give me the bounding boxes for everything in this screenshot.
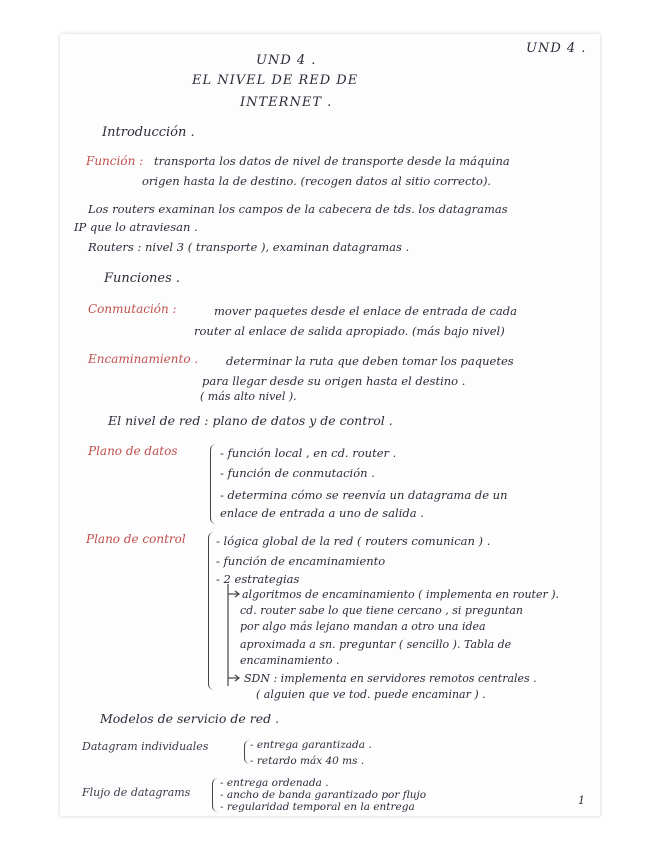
conmutacion-label: Conmutación :: [88, 302, 177, 316]
datagram-label: Datagram individuales: [82, 740, 209, 753]
funciones-heading: Funciones .: [104, 271, 181, 286]
conmutacion-line2: router al enlace de salida apropiado. (más bajo nivel): [194, 324, 505, 338]
encaminamiento-label: Encaminamiento .: [88, 352, 199, 366]
flujo-label: Flujo de datagrams: [82, 786, 191, 799]
plano-datos-brace: [210, 444, 216, 524]
flujo-brace: [212, 778, 218, 812]
funcion-label: Función :: [86, 154, 144, 168]
plano-datos-item1: - función local , en cd. router .: [220, 446, 397, 460]
datagram-item2: - retardo máx 40 ms .: [250, 755, 365, 767]
flujo-item3: - regularidad temporal en la entrega: [220, 801, 415, 813]
algoritmos-line2: cd. router sabe lo que tiene cercano , si preguntan: [240, 604, 523, 617]
encaminamiento-line3: ( más alto nivel ).: [200, 390, 297, 403]
plano-control-label: Plano de control: [86, 532, 186, 546]
algoritmos-line3: por algo más lejano mandan a otro una idea: [240, 620, 486, 633]
page-title-line1: EL NIVEL DE RED DE: [192, 73, 359, 88]
datagram-item1: - entrega garantizada .: [250, 739, 372, 751]
flujo-item1: - entrega ordenada .: [220, 777, 329, 789]
notebook-page: [60, 34, 600, 816]
encaminamiento-line2: para llegar desde su origen hasta el destino .: [202, 374, 466, 388]
encaminamiento-line1: determinar la ruta que deben tomar los paquetes: [226, 354, 514, 368]
routers-line2: IP que lo atraviesan .: [74, 220, 198, 234]
funcion-line1: transporta los datos de nivel de transporte desde la máquina: [154, 154, 510, 168]
plano-control-brace: [208, 532, 214, 690]
sdn-line2: ( alguien que ve tod. puede encaminar ) .: [256, 688, 486, 701]
unit-label-top-right: UND 4 .: [526, 41, 587, 56]
conmutacion-line1: mover paquetes desde el enlace de entrada de cada: [214, 304, 517, 318]
nivel-red-heading: El nivel de red : plano de datos y de control .: [108, 413, 393, 428]
plano-control-item3: - 2 estrategias: [216, 572, 300, 586]
intro-heading: Introducción .: [102, 125, 195, 140]
routers-nivel: Routers : nivel 3 ( transporte ), examinan datagramas .: [88, 240, 410, 254]
plano-control-item1: - lógica global de la red ( routers comunican ) .: [216, 534, 491, 548]
plano-datos-item3: - determina cómo se reenvía un datagrama de un: [220, 488, 508, 502]
plano-datos-item2: - función de conmutación .: [220, 466, 375, 480]
modelos-heading: Modelos de servicio de red .: [100, 711, 280, 726]
algoritmos-line4: aproximada a sn. preguntar ( sencillo ). Tabla de: [240, 638, 512, 651]
page-number: 1: [578, 794, 585, 807]
funcion-line2: origen hasta la de destino. (recogen datos al sitio correcto).: [142, 174, 492, 188]
plano-control-item2: - función de encaminamiento: [216, 554, 386, 568]
plano-datos-item3b: enlace de entrada a uno de salida .: [220, 506, 424, 520]
estrategias-arrows: [224, 582, 244, 692]
routers-line1: Los routers examinan los campos de la cabecera de tds. los datagramas: [88, 202, 508, 216]
unit-label-center: UND 4 .: [256, 53, 317, 68]
algoritmos-line5: encaminamiento .: [240, 654, 340, 667]
sdn-line1: SDN : implementa en servidores remotos centrales .: [244, 672, 537, 685]
algoritmos-line1: algoritmos de encaminamiento ( implementa en router ).: [242, 588, 560, 601]
plano-datos-label: Plano de datos: [88, 444, 178, 458]
page-title-line2: INTERNET .: [240, 95, 333, 110]
flujo-item2: - ancho de banda garantizado por flujo: [220, 789, 427, 801]
